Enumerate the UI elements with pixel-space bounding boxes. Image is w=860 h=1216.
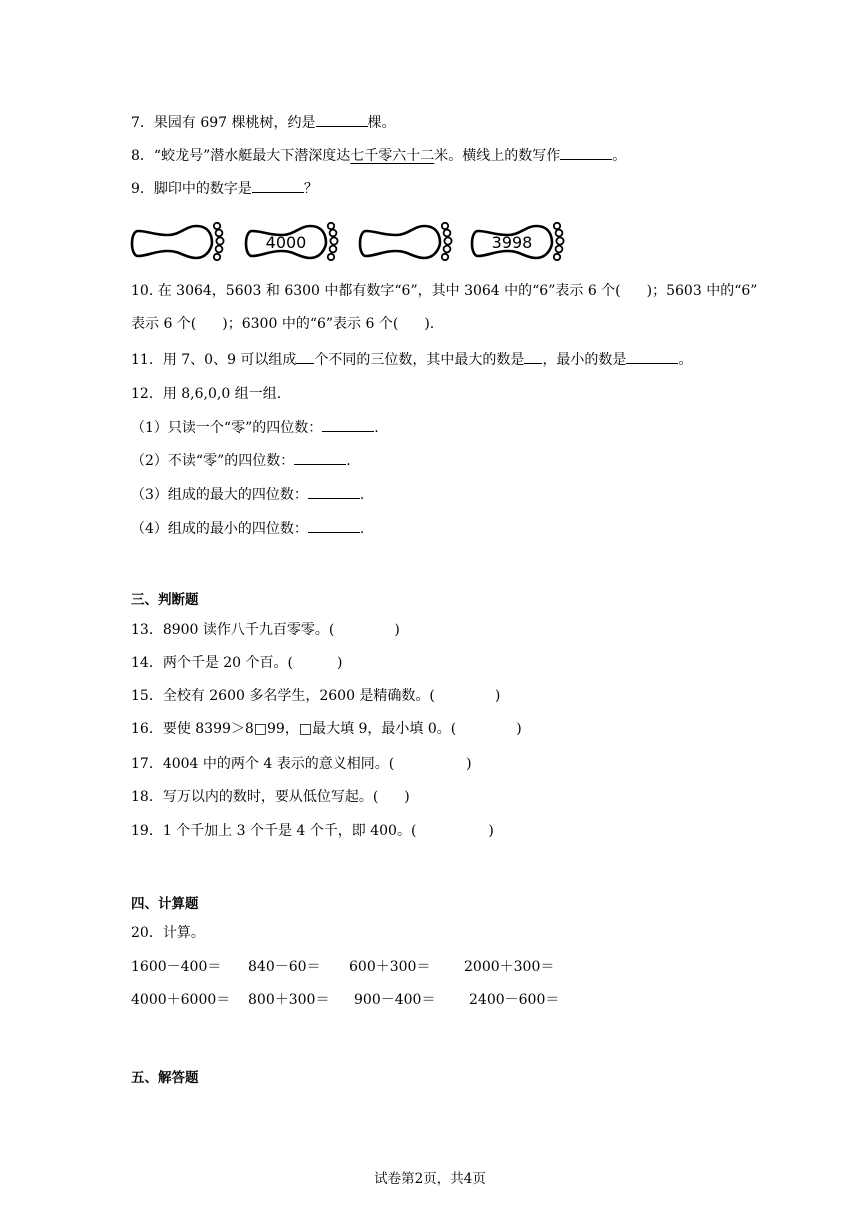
q11-text-2: 个不同的三位数，其中最大的数是 <box>314 352 525 368</box>
q19-text: 19．1 个千加上 3 个千是 4 个千，即 400。( <box>131 823 417 839</box>
question-10-line2 <box>131 314 434 334</box>
q11-blank-3 <box>626 349 678 364</box>
footprint-1 <box>132 223 224 260</box>
footprint-toe <box>214 223 220 229</box>
calc-item: 840－60＝ <box>248 959 321 975</box>
question-20-title: 20．计算。 <box>131 925 205 941</box>
question-14 <box>131 653 342 673</box>
footprint-toe <box>216 246 223 253</box>
footprint-toe <box>556 237 563 244</box>
page-footer: 试卷第2页，共4页 <box>374 1171 486 1187</box>
q16-text: 16．要使 8399＞8□99，□最大填 9，最小填 0。( <box>131 721 457 737</box>
section-4-heading: 四、计算题 <box>131 896 199 912</box>
q11-end: 。 <box>678 352 693 368</box>
calc-item: 2400－600＝ <box>469 992 560 1008</box>
footprint-toe <box>330 246 337 253</box>
question-15 <box>131 686 500 706</box>
calc-item: 900－400＝ <box>354 992 436 1008</box>
q14-text: 14．两个千是 20 个百。( <box>131 655 293 671</box>
q12-sub3-text: （3）组成的最大的四位数： <box>131 487 308 503</box>
question-7 <box>131 112 396 133</box>
q10-text-2: )；5603 中的“6” <box>646 283 758 299</box>
q11-blank-1 <box>296 349 314 364</box>
q9-end: ？ <box>303 181 318 197</box>
footprint-number: 4000 <box>265 233 307 252</box>
footprints-figure <box>128 218 568 268</box>
footprint-2 <box>246 223 338 260</box>
q17-text: 17．4004 中的两个 4 表示的意义相同。( <box>131 756 395 772</box>
question-8 <box>131 145 626 166</box>
question-19 <box>131 821 494 841</box>
footprint-4 <box>472 223 564 260</box>
q12-sub2-blank <box>294 450 346 465</box>
q13-text: 13．8900 读作八千九百零零。( <box>131 622 335 638</box>
q12-sub3-end: . <box>359 487 365 503</box>
q12-sub2-end: . <box>346 453 351 469</box>
footprint-number: 3998 <box>491 233 533 252</box>
section-5-heading: 五、解答题 <box>131 1070 199 1086</box>
q17-close: ) <box>466 756 472 772</box>
q8-underlined-number: 七千零六十二 <box>350 148 435 164</box>
question-12-sub-1 <box>131 417 379 438</box>
q16-close: ) <box>516 721 522 737</box>
question-12-sub-4 <box>131 518 364 539</box>
q11-text-1: 11．用 7、0、9 可以组成 <box>131 352 297 368</box>
q10-text-3: 表示 6 个( <box>131 316 197 332</box>
footprint-toe <box>442 254 448 260</box>
footprint-toe <box>444 237 451 244</box>
question-11 <box>131 349 692 370</box>
q8-text-mid: 米。横线上的数写作 <box>434 148 561 164</box>
footprint-toe <box>554 223 560 229</box>
footprint-toe <box>442 223 448 229</box>
q18-close: ) <box>404 789 410 805</box>
footprint-toe <box>554 254 560 260</box>
footprint-sole <box>132 226 212 258</box>
q10-text-1: 10. 在 3064，5603 和 6300 中都有数字“6”，其中 3064 中的“6”表示 6 个( <box>131 283 621 299</box>
calc-row-2 <box>131 990 559 1010</box>
footprint-toe <box>328 254 334 260</box>
q8-end: 。 <box>612 148 627 164</box>
q11-text-3: ，最小的数是 <box>542 352 627 368</box>
footprint-toe <box>216 237 223 244</box>
q7-unit: 棵。 <box>367 115 396 131</box>
question-18 <box>131 787 410 807</box>
question-13 <box>131 620 400 640</box>
q12-sub4-text: （4）组成的最小的四位数： <box>131 521 308 537</box>
footprint-3 <box>360 223 452 260</box>
q11-blank-2 <box>524 349 542 364</box>
footprint-toe <box>330 230 337 237</box>
q7-text: 7．果园有 697 棵桃树，约是 <box>131 115 316 131</box>
footprint-sole <box>360 226 440 258</box>
question-12-sub-3 <box>131 484 364 505</box>
q8-blank <box>560 145 612 160</box>
question-9 <box>131 178 318 199</box>
q12-sub2-text: （2）不读“零”的四位数： <box>131 453 295 469</box>
q12-sub4-end: . <box>359 521 365 537</box>
question-17 <box>131 754 472 774</box>
q7-blank <box>316 112 368 127</box>
q19-close: ) <box>488 823 494 839</box>
calc-item: 600＋300＝ <box>349 959 431 975</box>
calc-row-1 <box>131 957 554 977</box>
footprint-toe <box>216 230 223 237</box>
q8-text: 8．“蛟龙号”潜水艇最大下潜深度达 <box>131 148 351 164</box>
q18-text: 18．写万以内的数时，要从低位写起。( <box>131 789 379 805</box>
footprint-toe <box>330 237 337 244</box>
q10-text-5: ). <box>424 316 435 332</box>
question-10-line1 <box>131 281 757 301</box>
footprint-toe <box>444 246 451 253</box>
footprint-toe <box>556 230 563 237</box>
q15-text: 15．全校有 2600 多名学生，2600 是精确数。( <box>131 688 435 704</box>
calc-item: 1600－400＝ <box>131 959 222 975</box>
footprint-toe <box>556 246 563 253</box>
section-3-heading: 三、判断题 <box>131 592 199 608</box>
footprint-toe <box>444 230 451 237</box>
footprint-toe <box>214 254 220 260</box>
q12-sub1-end: . <box>374 420 379 436</box>
calc-item: 800＋300＝ <box>248 992 330 1008</box>
q10-text-4: )；6300 中的“6”表示 6 个( <box>222 316 399 332</box>
calc-item: 2000＋300＝ <box>464 959 555 975</box>
footprint-toe <box>328 223 334 229</box>
q15-close: ) <box>494 688 501 704</box>
q12-sub1-blank <box>322 417 374 432</box>
q9-text: 9．脚印中的数字是 <box>131 181 252 197</box>
question-16 <box>131 719 522 739</box>
q12-sub4-blank <box>308 518 360 533</box>
q14-close: ) <box>337 655 343 671</box>
q12-sub3-blank <box>308 484 360 499</box>
calc-item: 4000＋6000＝ <box>131 992 231 1008</box>
q13-close: ) <box>394 622 400 638</box>
q9-blank <box>252 178 304 193</box>
question-12-title: 12．用 8,6,0,0 组一组. <box>131 386 282 402</box>
question-12-sub-2 <box>131 450 351 471</box>
q12-sub1-text: （1）只读一个“零”的四位数： <box>131 420 323 436</box>
